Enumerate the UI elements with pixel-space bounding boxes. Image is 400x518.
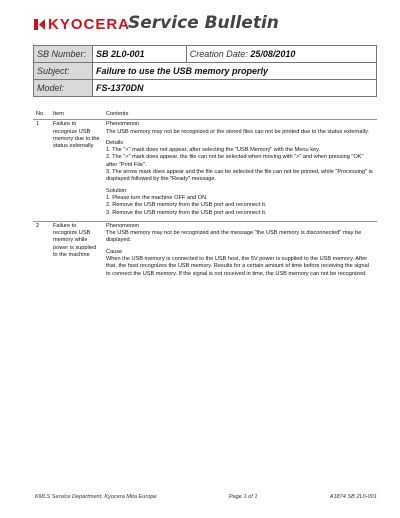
solution-item: 1. Please turn the machine OFF and ON. [106,194,208,201]
column-header-no: No. [33,110,50,120]
footer-department: KMLS Service Department, Kyocera Mita Europe [35,494,157,500]
details-title: Details [106,139,124,146]
model-value: FS-1370DN [93,80,377,97]
creation-date-value: 25/08/2010 [250,49,296,59]
bulletin-content-table [33,110,377,279]
row-item: Failure to recognize USB memory while power is supplied to the machine [53,222,97,259]
subject-value: Failure to use the USB memory properly [93,63,377,80]
table-row [33,221,377,279]
table-header-row [33,110,377,120]
bulletin-header-table [33,45,377,97]
phenomenon-text: The USB memory may not be recognized and the message "the USB memory is disconnected" may be displayed. [106,230,362,244]
header-row-model [34,80,377,97]
solution-title: Solution [106,187,127,194]
table-row [33,120,377,222]
row-contents [103,221,377,279]
row-contents [103,120,377,222]
kyocera-logo [33,16,130,33]
details-item: 1. The ">" mark does not appear, after selecting the "USB Memory" with the Menu key. [106,147,321,154]
column-header-item: Item [50,110,103,120]
phenomenon-title: Phenomenon [106,121,140,128]
creation-date-label: Creation Date: [189,49,248,59]
kyocera-logo-mark-icon [33,18,46,31]
sb-number-label: SB Number: [34,46,93,63]
column-header-contents: Contents [103,110,377,120]
solution-item: 2. Remove the USB memory from the USB port and reconnect it. [106,202,267,209]
creation-date-cell [186,46,376,63]
header-row-subject [34,63,377,80]
header-row-number [34,46,377,63]
footer-reference: A1874 SB 2L0-001 [329,494,377,500]
cause-title: Cause [106,248,123,255]
page-footer [35,494,377,500]
cause-text: When the USB memory is connected to the USB host, the 5V power is supplied to the USB memory. After that, the host recognizes the USB memory. Results for a certain amount of time before receiving the signal to connect the USB memory. If the signal is not received in time, the USB memory can not be recognized. [106,256,369,277]
row-item: Failure to recognize USB memory due to the status externally [50,120,103,222]
logo-text: KYOCERA [48,16,131,33]
footer-page-number: Page 1 of 1 [228,494,258,500]
row-number: 1 [33,120,50,222]
model-label: Model: [34,80,93,97]
row-number: 2 [36,222,40,229]
details-item: 3. The arrow mark does appear and the file can be selected the file can not be printed, while "Processing" is displayed followed by the "Ready" message. [106,169,373,183]
solution-item: 3. Remove the USB memory from the USB port and reconnect it. [106,209,267,216]
sb-number-value: SB 2L0-001 [93,46,187,63]
phenomenon-title: Phenomenon [106,222,140,229]
details-item: 2. The ">" mark does appear, the file can not be selected when moving with ">" and when pressing "OK" after "Print File". [106,154,364,168]
subject-label: Subject: [34,63,93,80]
phenomenon-text: The USB memory may not be recognized or the stored files can not be printed due to the status externally. [106,128,369,135]
page-title: Service Bulletin [128,13,279,33]
